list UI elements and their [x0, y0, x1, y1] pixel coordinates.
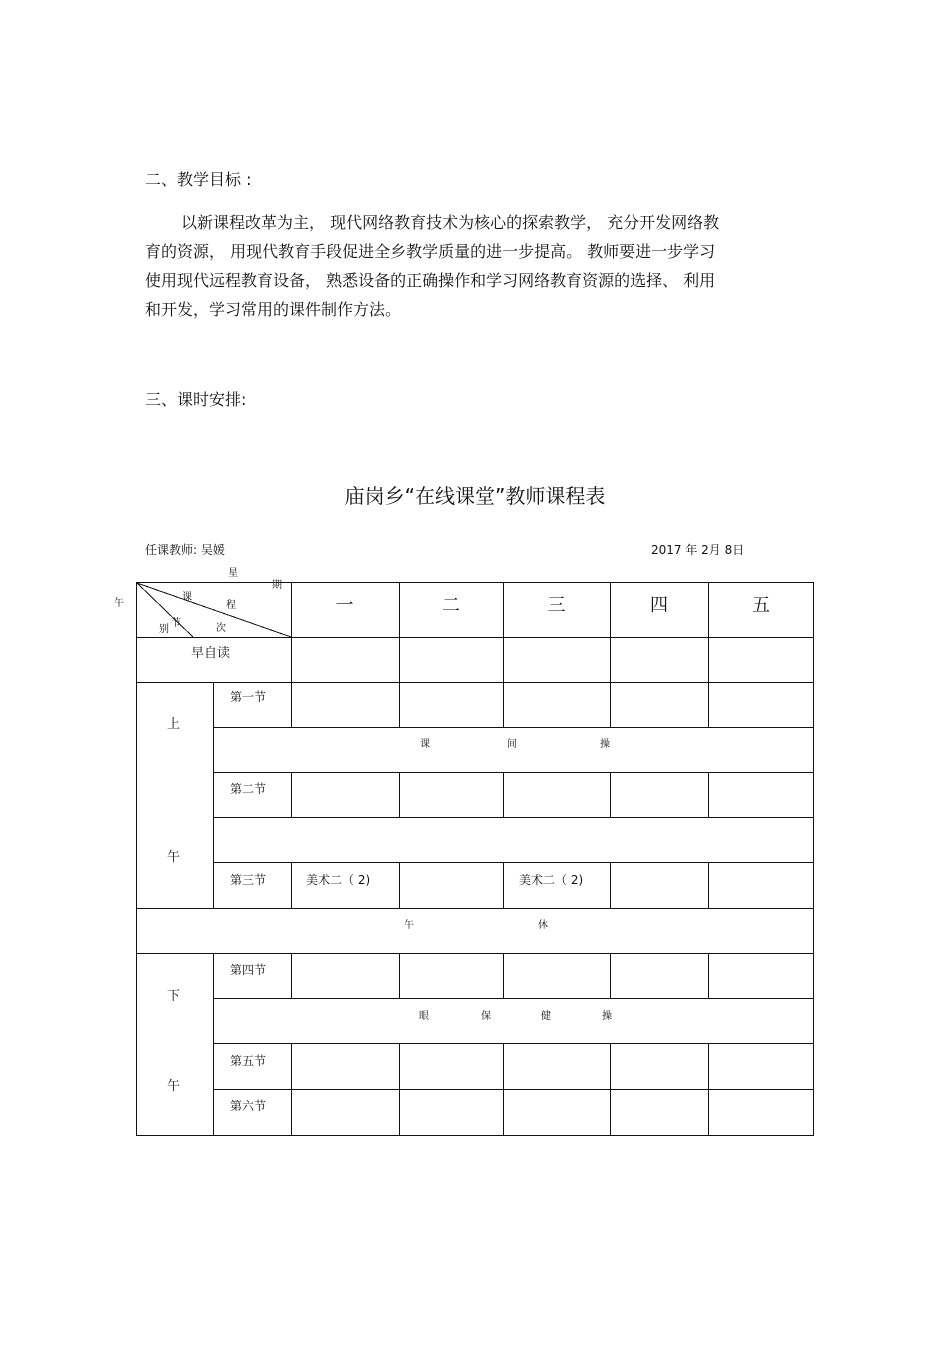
pm-label-2: 午 — [167, 1079, 181, 1094]
eye-exercise-char: 保 — [481, 1011, 491, 1022]
day-header-wed: 三 — [547, 595, 566, 616]
paragraph-line: 和开发，学习常用的课件制作方法。 — [145, 300, 402, 319]
period-1-label: 第一节 — [230, 690, 267, 704]
noon-break-char: 午 — [404, 920, 414, 931]
paragraph-line: 使用现代远程教育设备， 熟悉设备的正确操作和学习网络教育资源的选择、 利用 — [145, 271, 716, 290]
paragraph-line: 以新课程改革为主， 现代网络教育技术为核心的探索教学， 充分开发网络教 — [181, 213, 720, 232]
corner-week-1: 星 — [228, 568, 238, 579]
period-2-label: 第二节 — [230, 782, 267, 796]
period-3-wed-cell: 美术二（ 2) — [519, 873, 584, 887]
day-header-mon: 一 — [335, 595, 354, 616]
corner-course-2: 程 — [226, 600, 236, 611]
period-6-label: 第六节 — [230, 1099, 267, 1113]
break-exercise-char: 操 — [600, 739, 610, 750]
eye-exercise-char: 操 — [602, 1011, 612, 1022]
section-heading-schedule: 三、课时安排: — [145, 390, 247, 409]
period-3-mon-cell: 美术二（ 2) — [306, 873, 371, 887]
pm-label-1: 下 — [167, 989, 181, 1004]
morning-read-label: 早自读 — [191, 646, 231, 661]
noon-break-char: 休 — [538, 920, 548, 931]
day-header-fri: 五 — [752, 595, 770, 616]
period-4-label: 第四节 — [230, 963, 267, 977]
corner-bie: 别 — [159, 624, 169, 635]
corner-course-1: 课 — [182, 592, 192, 603]
corner-outside-label: 午 — [114, 598, 124, 609]
corner-jie: 节 — [171, 618, 181, 629]
am-label-2: 午 — [167, 850, 181, 865]
eye-exercise-char: 眼 — [419, 1011, 429, 1022]
break-exercise-char: 课 — [420, 739, 430, 750]
schedule-title: 庙岗乡“在线课堂”教师课程表 — [344, 484, 606, 508]
period-3-label: 第三节 — [230, 873, 267, 887]
period-5-label: 第五节 — [230, 1054, 267, 1068]
eye-exercise-char: 健 — [541, 1011, 551, 1022]
teacher-label: 任课教师: 吴媛 — [145, 543, 225, 557]
day-header-thu: 四 — [650, 595, 668, 616]
paragraph-line: 育的资源， 用现代教育手段促进全乡教学质量的进一步提高。 教师要进一步学习 — [145, 242, 716, 261]
break-exercise-char: 间 — [507, 739, 517, 750]
date-label: 2017 年 2月 8日 — [651, 543, 745, 557]
section-heading-goals: 二、教学目标 : — [145, 170, 252, 189]
day-header-tue: 二 — [442, 595, 460, 616]
corner-ci: 次 — [216, 623, 226, 634]
corner-week-2: 期 — [272, 580, 282, 591]
am-label-1: 上 — [167, 717, 181, 732]
